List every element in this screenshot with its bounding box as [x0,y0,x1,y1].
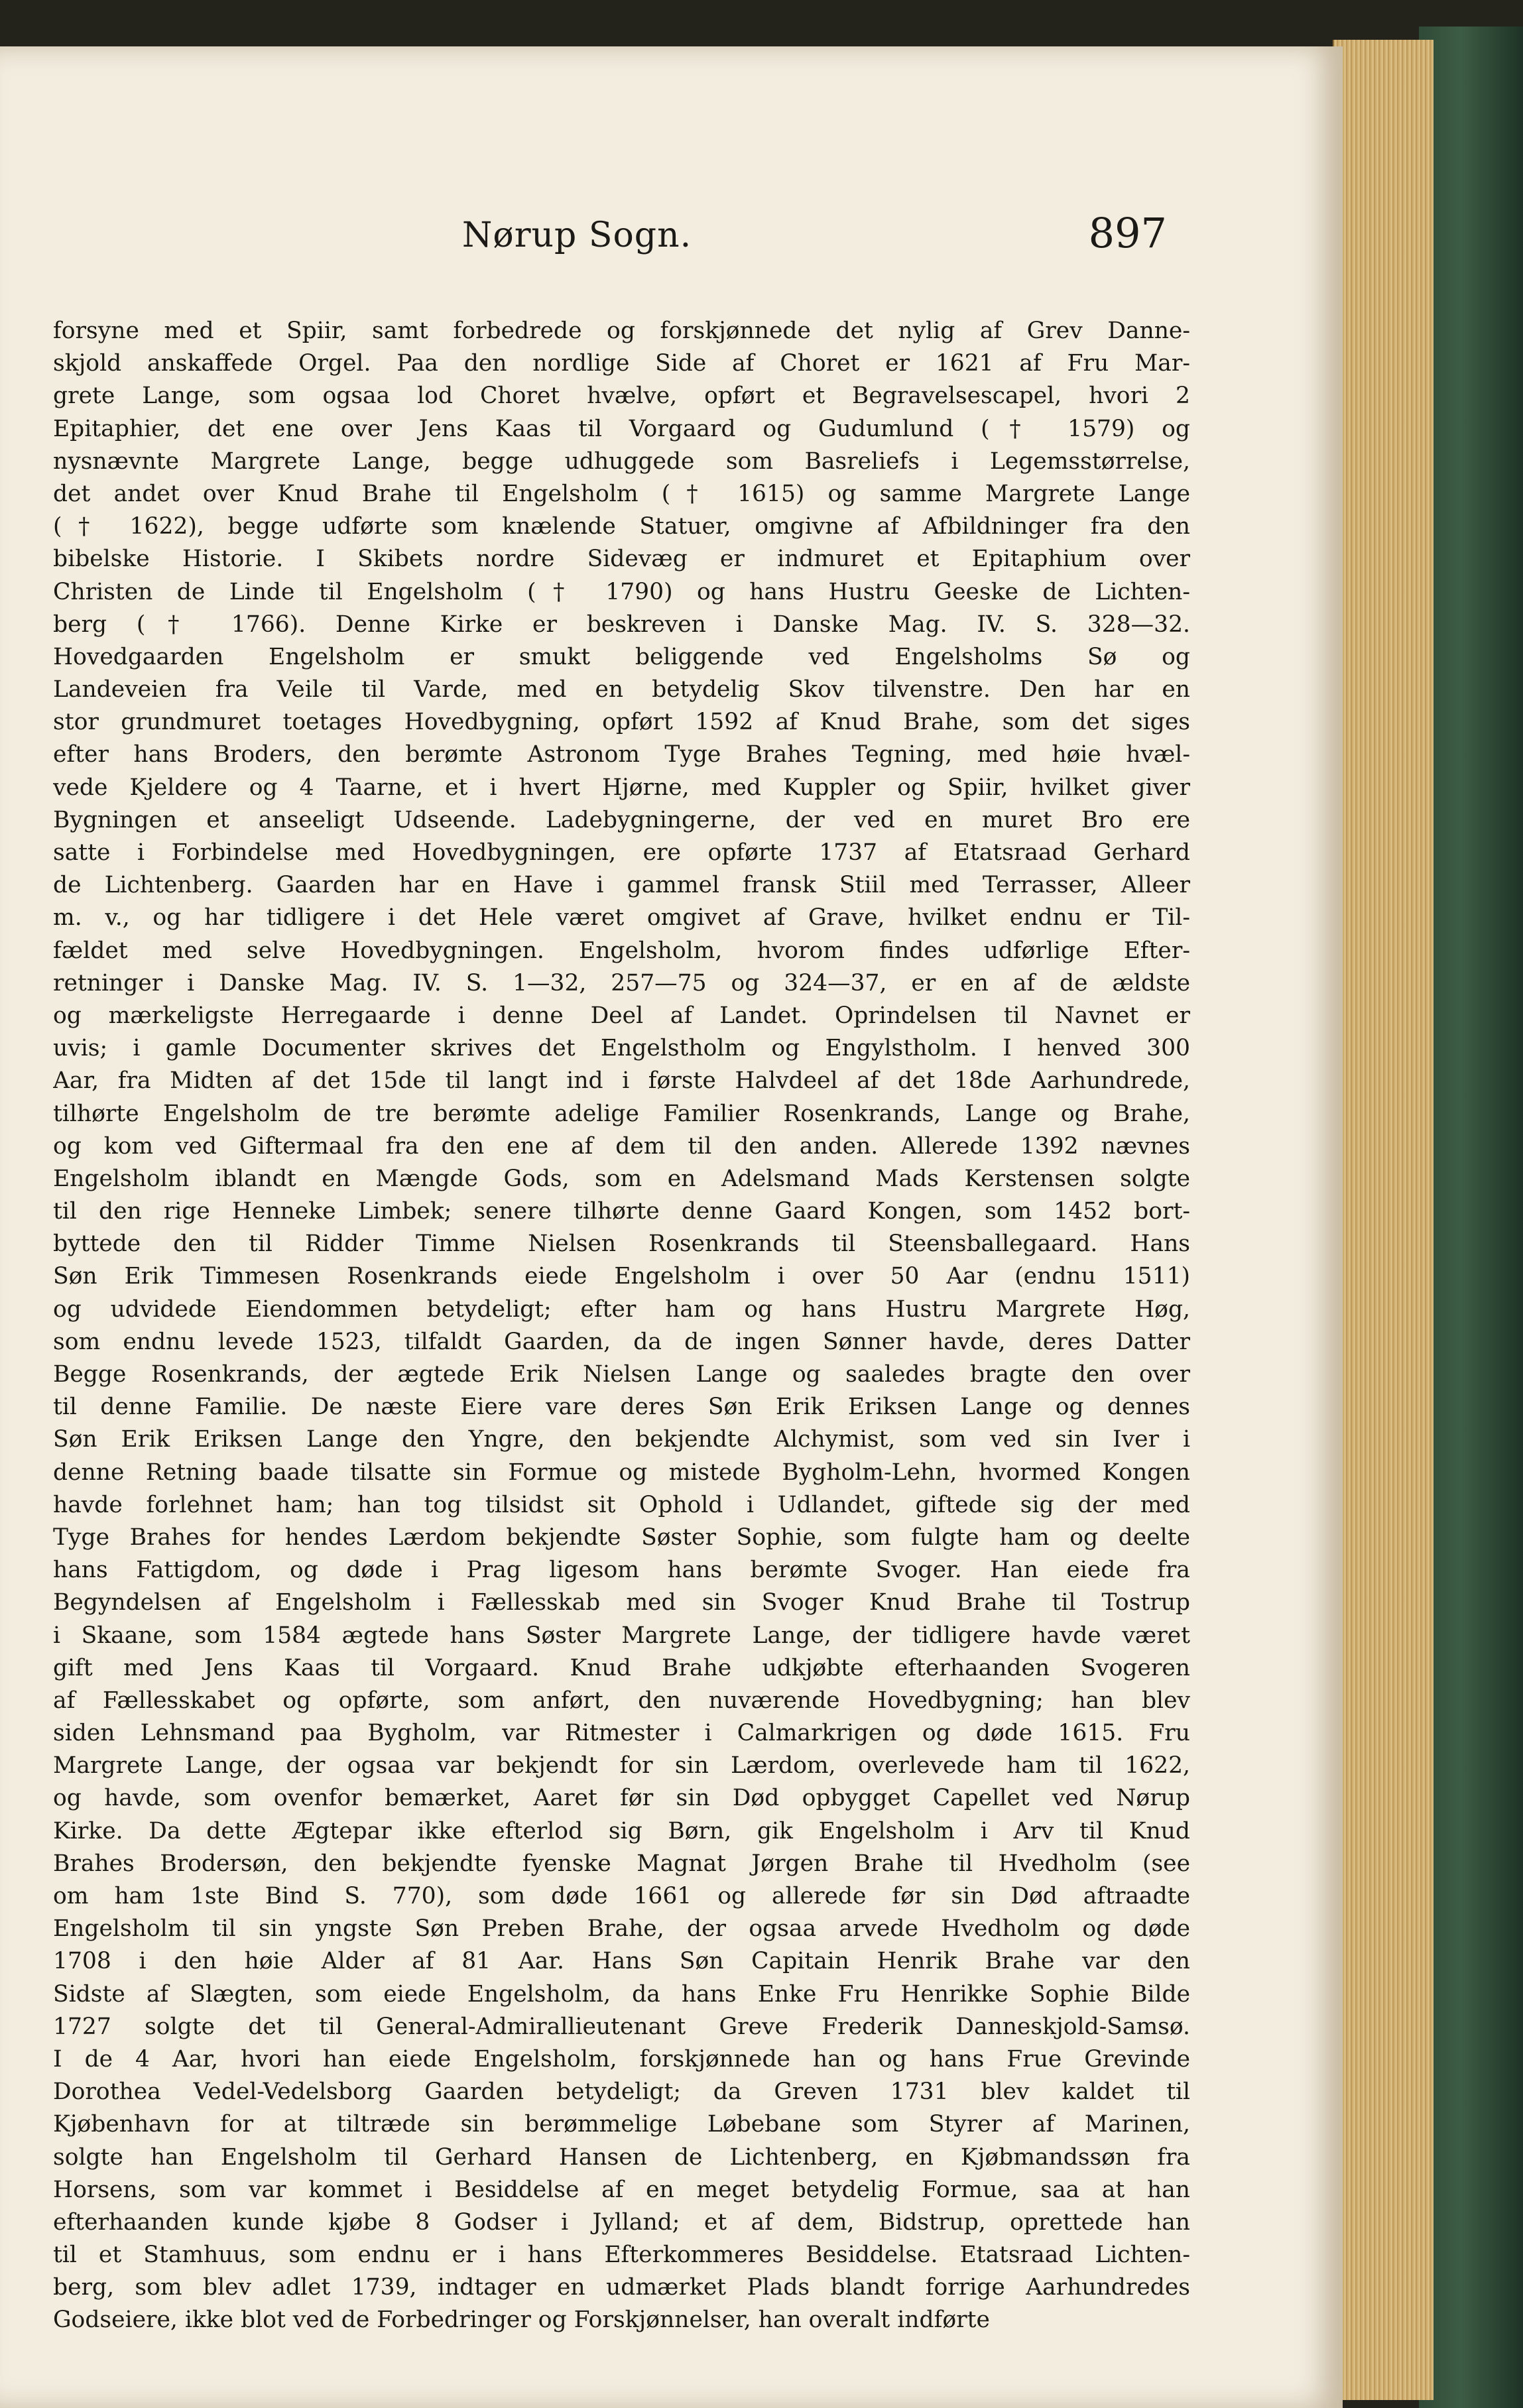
book-page [0,46,1343,2408]
text-line: berg († 1766). Denne Kirke er beskreven i Danske Mag. IV. S. 328—32. [53,611,1190,638]
text-line: solgte han Engelsholm til Gerhard Hansen de Lichtenberg, en Kjøbmandssøn fra [53,2143,1190,2171]
text-line: som endnu levede 1523, tilfaldt Gaarden, da de ingen Sønner havde, deres Datter [53,1328,1190,1355]
page-header [0,196,1343,275]
text-line: Horsens, som var kommet i Besiddelse af en meget betydelig Formue, saa at han [53,2176,1190,2203]
text-line: Brahes Brodersøn, den bekjendte fyenske Magnat Jørgen Brahe til Hvedholm (see [53,1850,1190,1877]
text-line: Landeveien fra Veile til Varde, med en betydelig Skov tilvenstre. Den har en [53,676,1190,703]
text-line: og kom ved Giftermaal fra den ene af dem til den anden. Allerede 1392 nævnes [53,1132,1190,1160]
text-line: om ham 1ste Bind S. 770), som døde 1661 og allerede før sin Død aftraadte [53,1883,1190,1909]
text-line: Kirke. Da dette Ægtepar ikke efterlod sig Børn, gik Engelsholm i Arv til Knud [53,1817,1190,1844]
text-line: nysnævnte Margrete Lange, begge udhuggede som Basreliefs i Legemsstørrelse, [53,448,1190,475]
text-line: 1708 i den høie Alder af 81 Aar. Hans Søn Capitain Henrik Brahe var den [53,1948,1190,1975]
text-line: Begyndelsen af Engelsholm i Fællesskab med sin Svoger Knud Brahe til Tostrup [53,1589,1190,1616]
text-line: Kjøbenhavn for at tiltræde sin berømmelige Løbebane som Styrer af Marinen, [53,2111,1190,2138]
text-line: til den rige Henneke Limbek; senere tilhørte denne Gaard Kongen, som 1452 bort- [53,1198,1190,1225]
text-line: m. v., og har tidligere i det Hele været omgivet af Grave, hvilket endnu er Til- [53,904,1190,932]
text-line: det andet over Knud Brahe til Engelsholm († 1615) og samme Margrete Lange [53,480,1190,507]
text-line: stor grundmuret toetages Hovedbygning, opført 1592 af Knud Brahe, som det siges [53,709,1190,736]
text-line: Epitaphier, det ene over Jens Kaas til Vorgaard og Gudumlund († 1579) og [53,415,1190,442]
text-line: og havde, som ovenfor bemærket, Aaret før sin Død opbygget Capellet ved Nørup [53,1785,1190,1812]
text-line: tilhørte Engelsholm de tre berømte adelige Familier Rosenkrands, Lange og Brahe, [53,1100,1190,1127]
book-cover-edge [1419,27,1523,2408]
text-line: gift med Jens Kaas til Vorgaard. Knud Brahe udkjøbte efterhaanden Svogeren [53,1654,1190,1681]
text-line: efter hans Broders, den berømte Astronom Tyge Brahes Tegning, med høie hvæl- [53,741,1190,768]
text-line: hans Fattigdom, og døde i Prag ligesom hans berømte Svoger. Han eiede fra [53,1557,1190,1584]
text-line: og mærkeligste Herregaarde i denne Deel af Landet. Oprindelsen til Navnet er [53,1002,1190,1029]
text-line: denne Retning baade tilsatte sin Formue og mistede Bygholm-Lehn, hvormed Kongen [53,1459,1190,1486]
page-edges [1333,40,1433,2400]
text-line: i Skaane, som 1584 ægtede hans Søster Margrete Lange, der tidligere havde været [53,1622,1190,1649]
text-line: til et Stamhuus, som endnu er i hans Efterkommeres Besiddelse. Etatsraad Lichten- [53,2242,1190,2269]
text-line: efterhaanden kunde kjøbe 8 Godser i Jylland; et af dem, Bidstrup, oprettede han [53,2208,1190,2236]
text-line: Tyge Brahes for hendes Lærdom bekjendte Søster Sophie, som fulgte ham og deelte [53,1524,1190,1551]
text-line: skjold anskaffede Orgel. Paa den nordlige Side af Choret er 1621 af Fru Mar- [53,350,1190,377]
text-line: Engelsholm iblandt en Mængde Gods, som en Adelsmand Mads Kerstensen solgte [53,1165,1190,1192]
text-line: Christen de Linde til Engelsholm († 1790) og hans Hustru Geeske de Lichten- [53,578,1190,605]
body-text [53,315,1190,2337]
text-line: vede Kjeldere og 4 Taarne, et i hvert Hjørne, med Kuppler og Spiir, hvilket giver [53,774,1190,801]
text-line: af Fællesskabet og opførte, som anført, den nuværende Hovedbygning; han blev [53,1687,1190,1714]
text-line: Begge Rosenkrands, der ægtede Erik Nielsen Lange og saaledes bragte den over [53,1361,1190,1388]
text-line: Hovedgaarden Engelsholm er smukt beliggende ved Engelsholms Sø og [53,643,1190,670]
text-line: satte i Forbindelse med Hovedbygningen, ere opførte 1737 af Etatsraad Gerhard [53,839,1190,866]
text-line: 1727 solgte det til General-Admirallieutenant Greve Frederik Danneskjold-Samsø. [53,2013,1190,2040]
text-line: Bygningen et anseeligt Udseende. Ladebygningerne, der ved en muret Bro ere [53,806,1190,833]
text-line: retninger i Danske Mag. IV. S. 1—32, 257—75 og 324—37, er en af de ældste [53,969,1190,996]
text-line: byttede den til Ridder Timme Nielsen Rosenkrands til Steensballegaard. Hans [53,1231,1190,1258]
text-line: Søn Erik Timmesen Rosenkrands eiede Engelsholm i over 50 Aar (endnu 1511) [53,1263,1190,1290]
text-line: de Lichtenberg. Gaarden har en Have i gammel fransk Stiil med Terrasser, Alleer [53,872,1190,899]
text-line: grete Lange, som ogsaa lod Choret hvælve, opført et Begravelsescapel, hvori 2 [53,383,1190,410]
page-number: 897 [1088,209,1167,257]
text-line: havde forlehnet ham; han tog tilsidst sit Ophold i Udlandet, giftede sig der med [53,1491,1190,1518]
text-line: uvis; i gamle Documenter skrives det Engelstholm og Engylstholm. I henved 300 [53,1035,1190,1062]
text-line: († 1622), begge udførte som knælende Statuer, omgivne af Afbildninger fra den [53,513,1190,540]
text-line: I de 4 Aar, hvori han eiede Engelsholm, forskjønnede han og hans Frue Grevinde [53,2045,1190,2073]
text-line: fældet med selve Hovedbygningen. Engelsholm, hvorom findes udførlige Efter- [53,937,1190,964]
text-line: og udvidede Eiendommen betydeligt; efter ham og hans Hustru Margrete Høg, [53,1295,1190,1323]
text-line: forsyne med et Spiir, samt forbedrede og forskjønnede det nylig af Grev Danne- [53,318,1190,344]
text-line: bibelske Historie. I Skibets nordre Sidevæg er indmuret et Epitaphium over [53,546,1190,573]
text-line: Dorothea Vedel-Vedelsborg Gaarden betydeligt; da Greven 1731 blev kaldet til [53,2078,1190,2106]
text-line: Sidste af Slægten, som eiede Engelsholm, da hans Enke Fru Henrikke Sophie Bilde [53,1980,1190,2008]
text-line: til denne Familie. De næste Eiere vare deres Søn Erik Eriksen Lange og dennes [53,1394,1190,1421]
text-line: siden Lehnsmand paa Bygholm, var Ritmester i Calmarkrigen og døde 1615. Fru [53,1720,1190,1747]
text-line: Aar, fra Midten af det 15de til langt ind i første Halvdeel af det 18de Aarhundrede, [53,1067,1190,1095]
running-title: Nørup Sogn. [461,215,692,255]
text-line: Margrete Lange, der ogsaa var bekjendt for sin Lærdom, overlevede ham til 1622, [53,1752,1190,1779]
text-line: Engelsholm til sin yngste Søn Preben Brahe, der ogsaa arvede Hvedholm og døde [53,1915,1190,1943]
text-line: Godseiere, ikke blot ved de Forbedringer og Forskjønnelser, han overalt indførte [53,2307,990,2334]
text-line: berg, som blev adlet 1739, indtager en udmærket Plads blandt forrige Aarhundredes [53,2274,1190,2301]
text-line: Søn Erik Eriksen Lange den Yngre, den bekjendte Alchymist, som ved sin Iver i [53,1426,1190,1453]
